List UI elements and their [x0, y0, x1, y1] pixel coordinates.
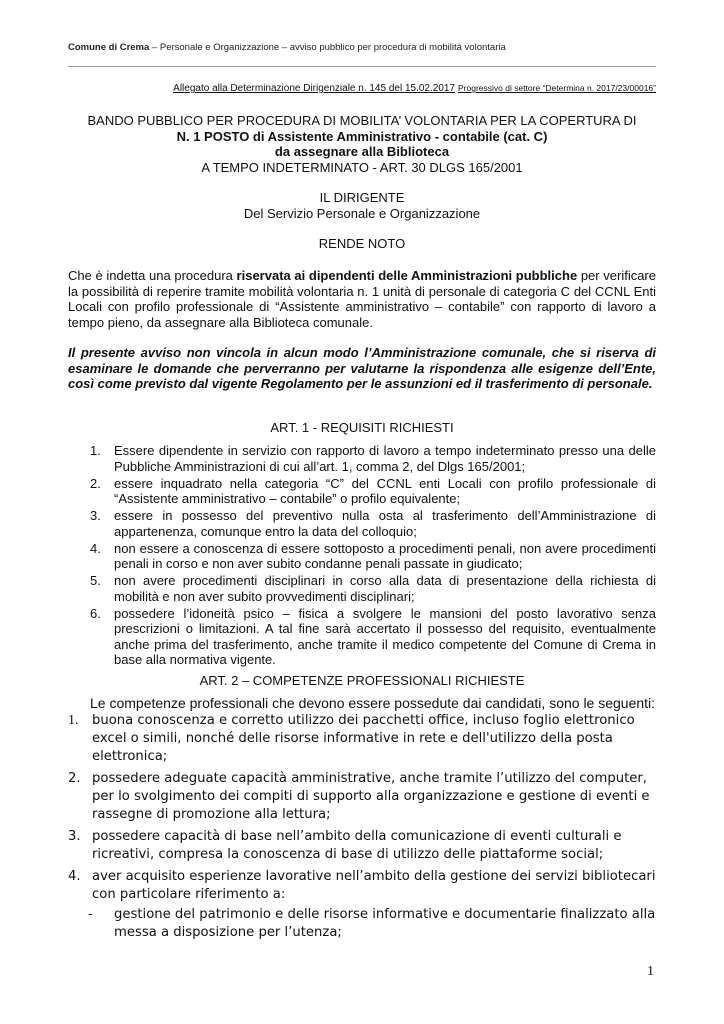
title-line-1: BANDO PUBBLICO PER PROCEDURA DI MOBILITA’ VOLONTARIA PER LA COPERTURA DI [87, 113, 637, 128]
list-item-text: non essere a conoscenza di essere sottoposto a procedimenti penali, non avere procedimenti penali in corso e non aver subito condanne penali passate in giudicato; [114, 540, 656, 571]
title-line-4: A TEMPO INDETERMINATO - ART. 30 DLGS 165/2001 [201, 159, 523, 175]
allegato-line [68, 83, 656, 94]
allegato-main: Allegato alla Determinazione Dirigenziale n. 145 del 15.02.2017 [173, 83, 456, 94]
notice-paragraph: Il presente avviso non vincola in alcun modo l’Amministrazione comunale, che si riserva di esaminare le domande che perverranno per valutarne la rispondenza alle esigenze dell’Ente, così come previsto dal vigente Regolamento per le assunzioni ed il trasferimento di personale. [68, 345, 656, 391]
list-item-number: 2. [68, 771, 81, 786]
art1-requirements-list [68, 443, 656, 669]
sub-list-item-text: gestione del patrimonio e delle risorse informative e documentarie finalizzato alla messa a disposizione per l’utenza; [114, 907, 656, 940]
list-item-number: 2. [90, 475, 101, 491]
allegato-progressivo: Progressivo di settore “Determina n. 2017/23/00016” [458, 83, 656, 93]
rende-noto: RENDE NOTO [318, 236, 406, 251]
art2-competences-list [68, 712, 668, 942]
list-item-text: non avere procedimenti disciplinari in corso alla data di presentazione della richiesta di mobilità e non aver subito provvedimenti disciplinari; [114, 573, 656, 604]
list-item-number: 3. [68, 829, 81, 844]
intro-bold: riservata ai dipendenti delle Amministrazioni pubbliche [236, 268, 578, 283]
list-item-text: possedere capacità di base nell’ambito della comunicazione di eventi culturali e ricreativi, compresa la conoscenza di base di utilizzo delle piattaforme social; [92, 829, 622, 862]
list-item [68, 508, 656, 539]
page-number: 1 [647, 964, 654, 979]
list-item-number: 6. [90, 605, 101, 621]
art2-intro: Le competenze professionali che devono essere possedute dai candidati, sono le seguenti: [90, 695, 656, 711]
list-item [68, 541, 656, 572]
art1-title: ART. 1 - REQUISITI RICHIESTI [270, 420, 454, 435]
list-item-text: Essere dipendente in servizio con rapporto di lavoro a tempo indeterminato presso una delle Pubbliche Amministrazioni di cui all’art. 1, comma 2, del Dlgs 165/2001; [114, 443, 656, 474]
header-org: Comune di Crema [68, 42, 150, 53]
title-line-3: da assegnare alla Biblioteca [274, 144, 450, 159]
list-item [68, 476, 656, 507]
list-item-number: 5. [90, 573, 101, 588]
intro-paragraph [68, 268, 656, 330]
list-item [68, 606, 656, 668]
list-item-text: aver acquisito esperienze lavorative nell’ambito della gestione dei servizi bibliotecari con particolare riferimento a: [92, 869, 656, 902]
intro-after: per verificare la possibilità di reperire tramite mobilità volontaria n. 1 unità di personale di categoria C del CCNL Enti Locali con profilo professionale di “Assistente amministrativo – contabile” con rapporto di lavoro a tempo pieno, da assegnare alla Biblioteca comunale. [68, 268, 656, 330]
list-item [68, 828, 668, 864]
list-item-text: essere inquadrato nella categoria “C” del CCNL enti Locali con profilo professionale di “Assistente amministrativo – contabile” o profilo equivalente; [114, 475, 656, 506]
art2-title: ART. 2 – COMPETENZE PROFESSIONALI RICHIESTE [199, 673, 525, 688]
list-item-text: buona conoscenza e corretto utilizzo dei pacchetti office, incluso foglio elettronico excel o simili, nonché delle risorse informative in rete e dell'utilizzo della posta elettronica; [92, 713, 635, 764]
list-item [68, 770, 668, 824]
list-item [68, 443, 656, 474]
list-item-number: 4. [90, 540, 101, 556]
list-item [68, 712, 668, 766]
dirigente-heading [68, 190, 656, 222]
header-rule [68, 66, 656, 67]
dirigente-title: IL DIRIGENTE [319, 190, 405, 205]
dirigente-subtitle: Del Servizio Personale e Organizzazione [243, 206, 481, 221]
running-header [68, 42, 506, 53]
intro-before: Che è indetta una procedura [68, 268, 237, 283]
header-rest: – Personale e Organizzazione – avviso pubblico per procedura di mobilità volontaria [149, 42, 506, 53]
list-item [68, 868, 668, 904]
list-item-number: 3. [90, 508, 101, 523]
list-item-number: 4. [68, 869, 81, 884]
list-item-text: essere in possesso del preventivo nulla osta al trasferimento dell’Amministrazione di appartenenza, comunque entro la data del colloquio; [114, 508, 656, 539]
title-line-2: N. 1 POSTO di Assistente Amministrativo - contabile (cat. C) [176, 128, 548, 144]
list-item-text: possedere adeguate capacità amministrative, anche tramite l’utilizzo del computer, per lo svolgimento dei compiti di supporto alla organizzazione e gestione di eventi e rassegne di promozione alla lettura; [92, 771, 650, 822]
sub-list-item [68, 906, 668, 942]
list-item-number: 1. [68, 713, 79, 728]
list-item-number: 1. [90, 443, 101, 458]
list-item-text: possedere l’idoneità psico – fisica a svolgere le mansioni del posto lavorativo senza prescrizioni o limitazioni. A tal fine sarà accertato il possesso del requisito, eventualmente anche prima del trasferimento, anche tramite il medico competente del Comune di Crema in base alla normativa vigente. [114, 605, 656, 667]
document-title [68, 113, 656, 175]
dash-bullet: - [88, 907, 93, 922]
list-item [68, 573, 656, 604]
